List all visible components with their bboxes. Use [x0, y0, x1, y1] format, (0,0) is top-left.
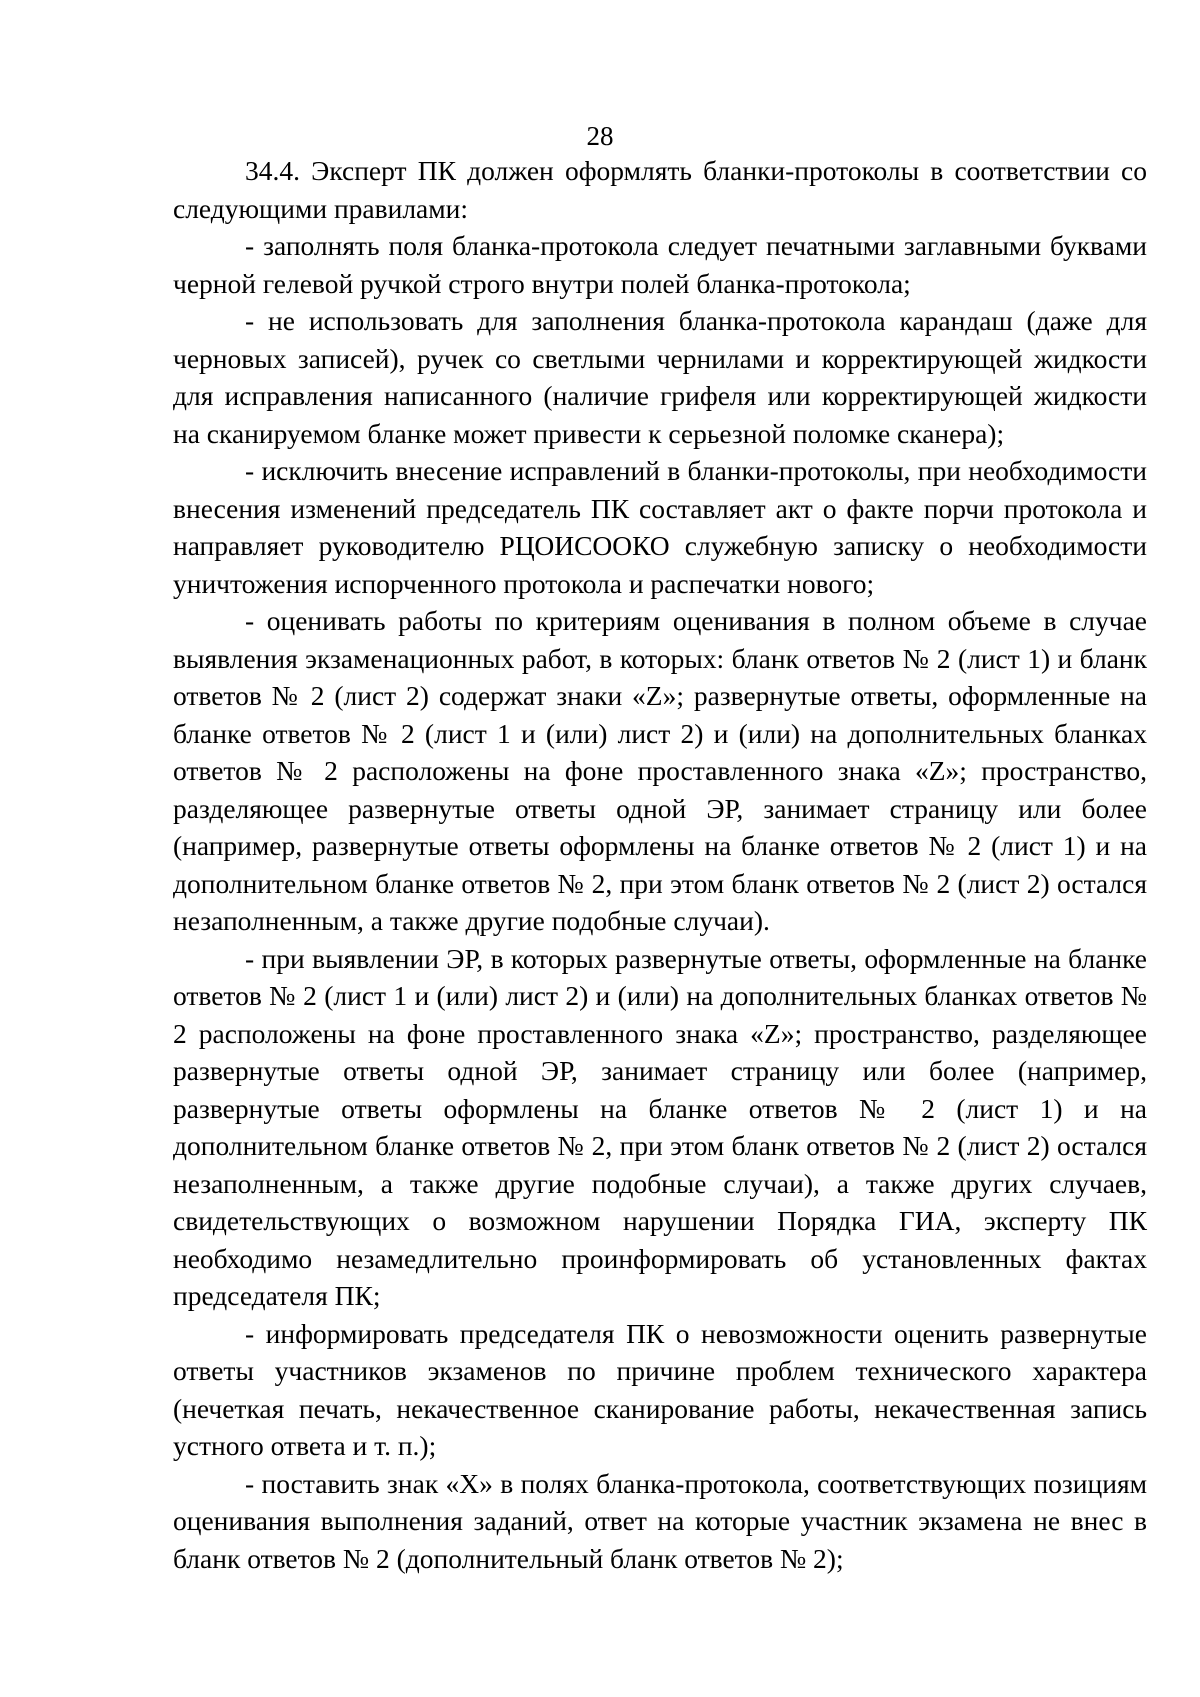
paragraph-technical-problems: - информировать председателя ПК о невозможности оценить развернутые ответы участников экзаменов по причине проблем технического характера (нечеткая печать, некачественное сканирование работы, некачественная запись устного ответа и т. п.);	[173, 1317, 1147, 1461]
paragraph-34-4-intro: 34.4. Эксперт ПК должен оформлять бланки-протоколы в соответствии со следующими правилами:	[173, 155, 1147, 224]
paragraph-evaluate-fully: - оценивать работы по критериям оценивания в полном объеме в случае выявления экзаменационных работ, в которых: бланк ответов № 2 (лист 1) и бланк ответов № 2 (лист 2) содержат знаки «Z»; развернутые ответы, оформленные на бланке ответов № 2 (лист 1 и (или) лист 2) и (или) на дополнительных бланках ответов № 2 расположены на фоне проставленного знака «Z»; пространство, разделяющее развернутые ответы одной ЭР, занимает страницу или более (например, развернутые ответы оформлены на бланке ответов № 2 (лист 1) и на дополнительном бланке ответов № 2, при этом бланк ответов № 2 (лист 2) остался незаполненным, а также другие подобные случаи).	[173, 605, 1147, 936]
paragraph-report-violations: - при выявлении ЭР, в которых развернутые ответы, оформленные на бланке ответов № 2 (лист 1 и (или) лист 2) и (или) на дополнительных бланках ответов № 2 расположены на фоне проставленного знака «Z»; пространство, разделяющее развернутые ответы одной ЭР, занимает страницу или более (например, развернутые ответы оформлены на бланке ответов № 2 (лист 1) и на дополнительном бланке ответов № 2, при этом бланк ответов № 2 (лист 2) остался незаполненным, а также другие подобные случаи), а также других случаев, свидетельствующих о возможном нарушении Порядка ГИА, эксперту ПК необходимо незамедлительно проинформировать об установленных фактах председателя ПК;	[173, 942, 1147, 1311]
document-body	[173, 152, 1147, 1577]
paragraph-fill-fields: - заполнять поля бланка-протокола следует печатными заглавными буквами черной гелевой ручкой строго внутри полей бланка-протокола;	[173, 230, 1147, 299]
page-number: 28	[586, 121, 614, 151]
paragraph-no-pencil: - не использовать для заполнения бланка-протокола карандаш (даже для черновых записей), ручек со светлыми чернилами и корректирующей жидкости для исправления написанного (наличие грифеля или корректирующей жидкости на сканируемом бланке может привести к серьезной поломке сканера);	[173, 305, 1147, 449]
paragraph-mark-x: - поставить знак «X» в полях бланка-протокола, соответствующих позициям оценивания выполнения заданий, ответ на которые участник экзамена не внес в бланк ответов № 2 (дополнительный бланк ответов № 2);	[173, 1467, 1147, 1574]
paragraph-no-corrections: - исключить внесение исправлений в бланки-протоколы, при необходимости внесения изменений председатель ПК составляет акт о факте порчи протокола и направляет руководителю РЦОИСООКО служебную записку о необходимости уничтожения испорченного протокола и распечатки нового;	[173, 455, 1147, 599]
